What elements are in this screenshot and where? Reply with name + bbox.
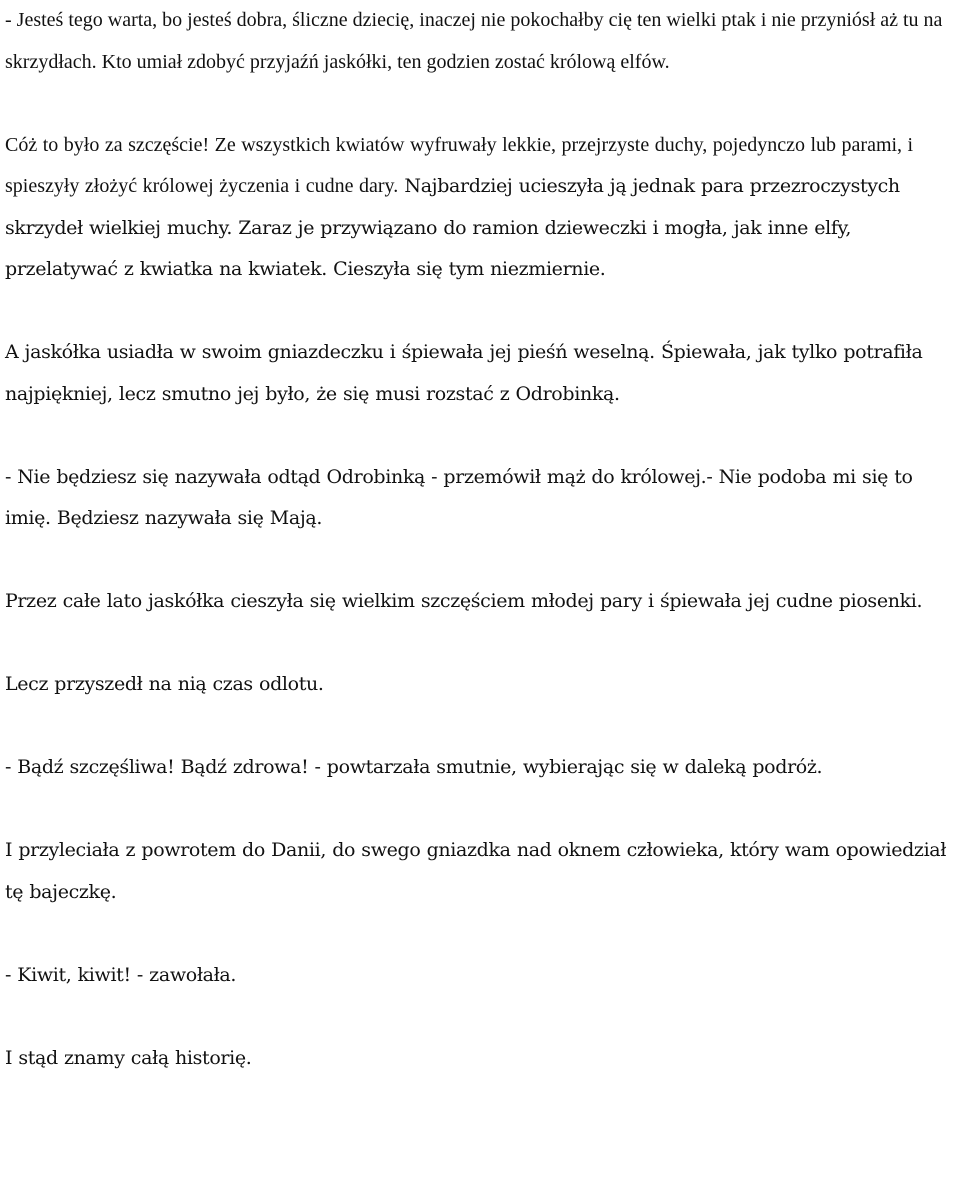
paragraph-8: I przyleciała z powrotem do Danii, do swego gniazdka nad oknem człowieka, który wam opowiedział tę bajeczkę. bbox=[5, 839, 947, 903]
paragraph-2-continuation: Najbardziej ucieszyła ją jednak para przezroczystych skrzydeł wielkiej muchy. Zaraz je przywiązano do ramion dzieweczki i mogła, jak inne elfy, przelatywać z kwiatka na kwiatek. Cieszyła się tym niezmiernie. bbox=[5, 175, 900, 280]
paragraph-3: A jaskółka usiadła w swoim gniazdeczku i śpiewała jej pieśń weselną. Śpiewała, jak tylko potrafiła najpiękniej, lecz smutno jej było, że się musi rozstać z Odrobinką. bbox=[5, 341, 923, 405]
paragraph-1: - Jesteś tego warta, bo jesteś dobra, śliczne dziecię, inaczej nie pokochałby cię ten wielki ptak i nie przyniósł aż tu na skrzydłach. Kto umiał zdobyć przyjaźń jaskółki, ten godzien zostać królową elfów. bbox=[5, 9, 943, 73]
paragraph-gap bbox=[5, 913, 955, 955]
paragraph-gap bbox=[5, 789, 955, 831]
paragraph-gap bbox=[5, 415, 955, 457]
paragraph-gap bbox=[5, 291, 955, 333]
paragraph-5: Przez całe lato jaskółka cieszyła się wielkim szczęściem młodej pary i śpiewała jej cudne piosenki. bbox=[5, 590, 923, 612]
paragraph-2 bbox=[5, 125, 955, 291]
paragraph-6: Lecz przyszedł na nią czas odlotu. bbox=[5, 673, 324, 695]
paragraph-10: I stąd znamy całą historię. bbox=[5, 1046, 252, 1069]
paragraph-gap bbox=[5, 623, 955, 665]
paragraph-2-text: Cóż to było za szczęście! Ze wszystkich kwiatów wyfruwały lekkie, przejrzyste duchy, pojedynczo lub parami, i spieszyły złożyć królowej życzenia i cudne dary. bbox=[5, 133, 914, 197]
paragraph-gap bbox=[5, 996, 955, 1038]
document-page bbox=[5, 0, 955, 1079]
paragraph-9: - Kiwit, kiwit! - zawołała. bbox=[5, 963, 237, 986]
paragraph-gap bbox=[5, 706, 955, 748]
paragraph-gap bbox=[5, 83, 955, 125]
paragraph-gap bbox=[5, 540, 955, 582]
paragraph-7: - Bądź szczęśliwa! Bądź zdrowa! - powtarzała smutnie, wybierając się w daleką podróż. bbox=[5, 756, 823, 778]
paragraph-4: - Nie będziesz się nazywała odtąd Odrobinką - przemówił mąż do królowej.- Nie podoba mi się to imię. Będziesz nazywała się Mają. bbox=[5, 465, 913, 529]
